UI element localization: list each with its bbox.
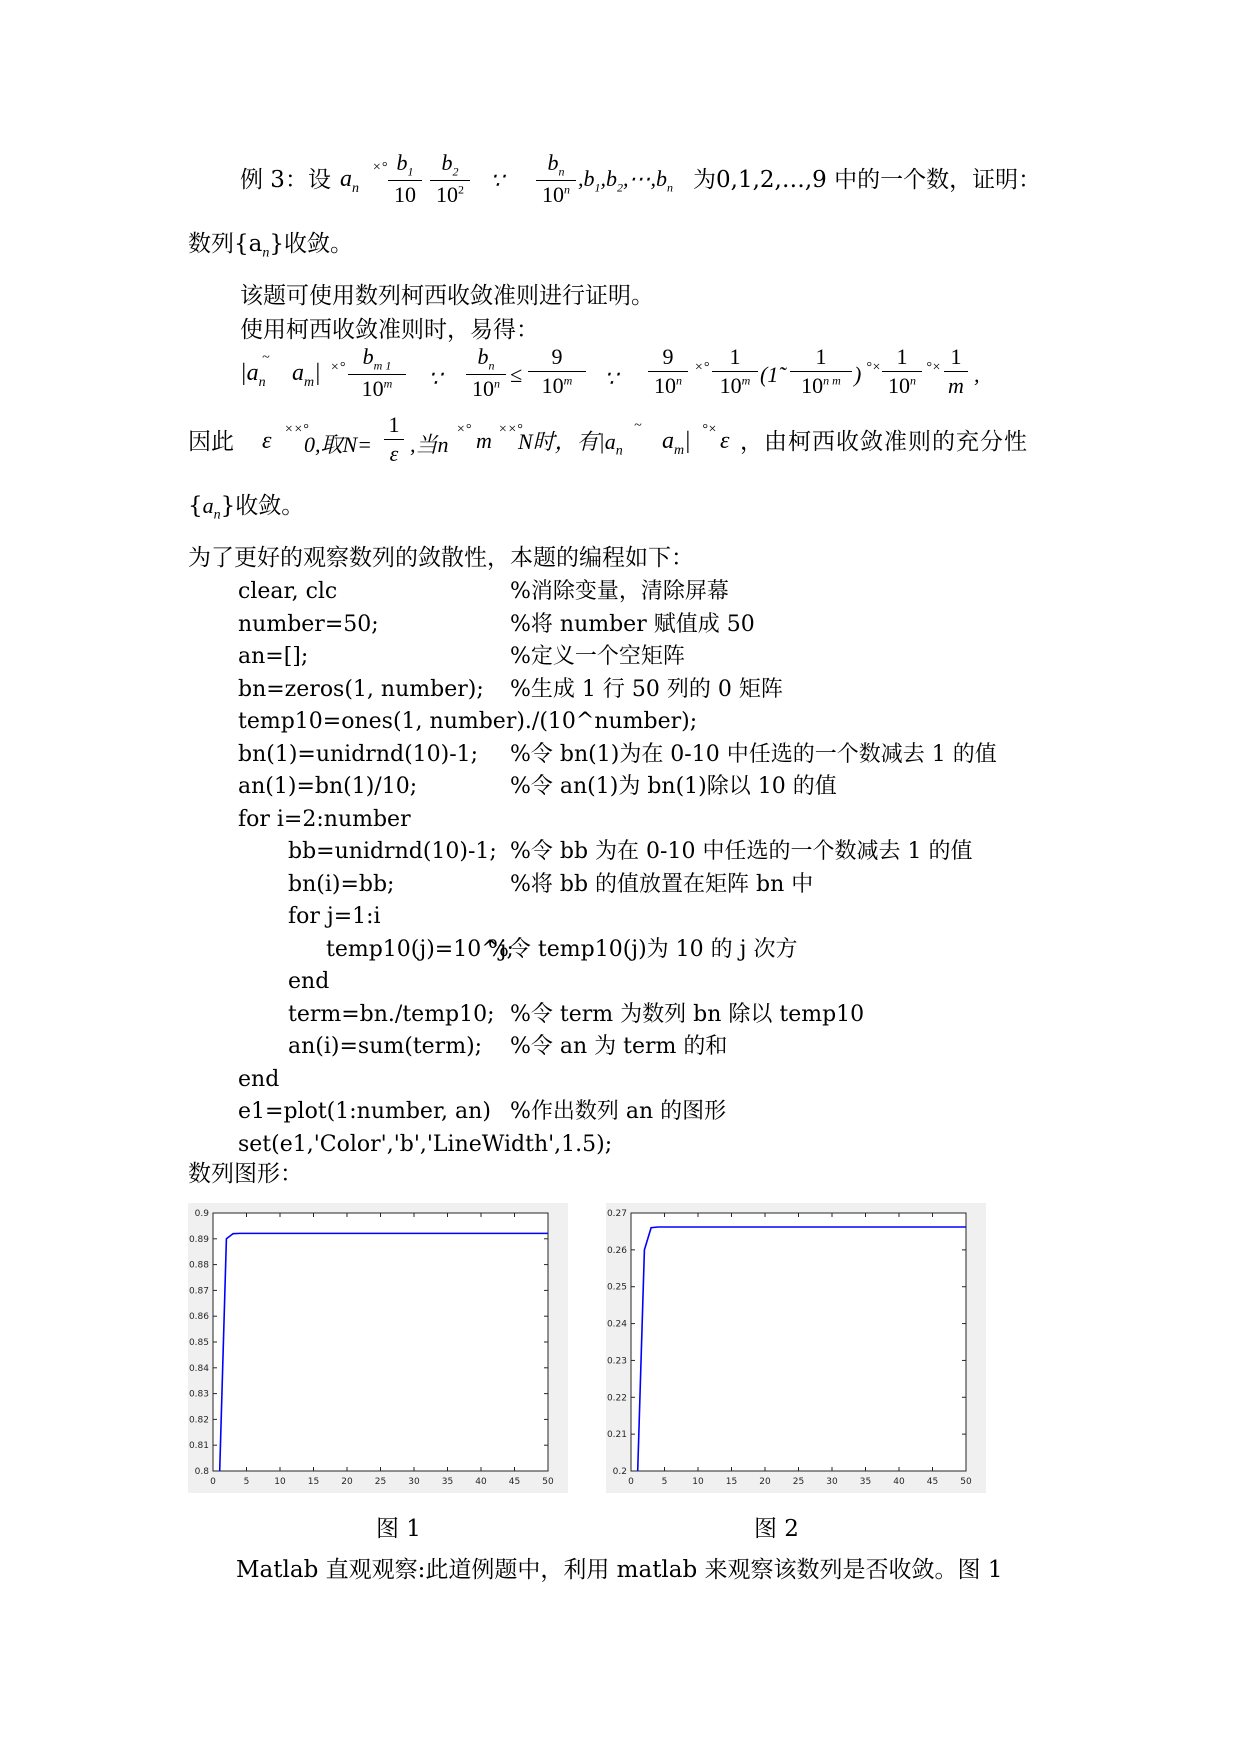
fraction-b1-10: $b_1$ 10 bbox=[388, 150, 422, 208]
code-text: clear, clc bbox=[238, 579, 338, 604]
y-tick-label: 0.88 bbox=[188, 1260, 209, 1271]
x-tick-label: 0 bbox=[210, 1477, 216, 1487]
formula-sym: ×° bbox=[372, 160, 388, 175]
ineq-frac6: 1 $10^{n m}$ bbox=[790, 344, 852, 399]
code-comment: %令 an 为 term 的和 bbox=[510, 1034, 728, 1059]
ineq-frac5: 1 10$^m$ bbox=[712, 344, 758, 399]
code-line bbox=[238, 773, 1098, 803]
ineq-le: ≤ bbox=[510, 362, 523, 387]
code-line bbox=[238, 1001, 1098, 1031]
code-comment: %令 an(1)为 bn(1)除以 10 的值 bbox=[510, 774, 837, 799]
code-line bbox=[238, 741, 1098, 771]
para-therefore-start: 因此 bbox=[188, 429, 234, 455]
para-cauchy-2: 使用柯西收敛准则时，易得： bbox=[240, 317, 539, 343]
x-tick-label: 20 bbox=[341, 1477, 353, 1487]
code-text: set(e1,'Color','b','LineWidth',1.5); bbox=[238, 1131, 613, 1157]
code-text: for i=2:number bbox=[238, 806, 411, 832]
y-tick-label: 0.83 bbox=[188, 1389, 209, 1400]
x-tick-label: 25 bbox=[792, 1477, 805, 1487]
chart-2 bbox=[606, 1203, 986, 1493]
ineq-comma: , bbox=[974, 362, 980, 387]
ineq-frac2: $b_n$ 10$^n$ bbox=[466, 344, 506, 402]
y-tick-label: 0.85 bbox=[188, 1338, 209, 1348]
code-comment: %令 term 为数列 bn 除以 temp10 bbox=[510, 1001, 865, 1027]
fraction-bn-10n: $b_n$ 10$^n$ bbox=[536, 150, 576, 208]
code-line bbox=[238, 871, 1098, 901]
therefore-when: ,当n bbox=[410, 432, 449, 457]
x-tick-label: 10 bbox=[692, 1477, 704, 1487]
code-text: bb=unidrnd(10)-1; bbox=[288, 839, 497, 864]
therefore-sym4: °× bbox=[702, 422, 718, 437]
therefore-tilde: ~ bbox=[634, 418, 642, 433]
therefore-sym3: ××° bbox=[498, 422, 523, 437]
therefore-am: $a_m|$ bbox=[662, 428, 691, 458]
para-cauchy-1: 该题可使用数列柯西收敛准则进行证明。 bbox=[240, 283, 654, 309]
code-line bbox=[238, 1033, 1098, 1063]
y-tick-label: 0.81 bbox=[188, 1441, 209, 1452]
ineq-frac1: $b_{m 1}$ 10$^m$ bbox=[348, 344, 406, 402]
ineq-frac3: 9 10$^m$ bbox=[528, 344, 586, 399]
code-text: end bbox=[238, 1066, 280, 1092]
y-tick-label: 0.26 bbox=[606, 1245, 627, 1256]
y-tick-label: 0.2 bbox=[612, 1467, 627, 1477]
formula-dots: ∵ bbox=[490, 168, 504, 193]
chart-1 bbox=[188, 1203, 568, 1493]
y-tick-label: 0.82 bbox=[188, 1415, 209, 1426]
code-comment: %令 bn(1)为在 0-10 中任选的一个数减去 1 的值 bbox=[510, 741, 997, 767]
y-tick-label: 0.21 bbox=[606, 1430, 627, 1441]
therefore-N: N时，有$|a_n$ bbox=[518, 429, 623, 459]
plot-area bbox=[631, 1213, 966, 1471]
code-line bbox=[238, 806, 1098, 836]
code-line bbox=[238, 611, 1098, 641]
y-tick-label: 0.9 bbox=[194, 1209, 209, 1219]
y-tick-label: 0.8 bbox=[194, 1467, 209, 1477]
fraction-b2-10sq: $b_2$ $10^2$ bbox=[430, 150, 470, 208]
code-line bbox=[238, 708, 1098, 738]
code-comment: %作出数列 an 的图形 bbox=[510, 1099, 727, 1124]
code-line bbox=[238, 643, 1098, 673]
code-text: term=bn./temp10; bbox=[288, 1001, 495, 1027]
y-tick-label: 0.25 bbox=[606, 1282, 627, 1293]
code-text: number=50; bbox=[238, 611, 379, 637]
ineq-paren: (1̃ bbox=[760, 362, 779, 387]
formula-an: $a_n$ bbox=[340, 166, 359, 196]
y-tick-label: 0.89 bbox=[188, 1234, 209, 1245]
ineq-abs: $|a_n$ bbox=[240, 360, 266, 390]
code-line bbox=[238, 578, 1098, 608]
x-tick-label: 25 bbox=[374, 1477, 387, 1487]
x-tick-label: 5 bbox=[243, 1477, 250, 1487]
code-text: an(i)=sum(term); bbox=[288, 1034, 483, 1059]
therefore-mid: 0,取N= bbox=[304, 432, 373, 457]
ineq-frac4: 9 10$^n$ bbox=[648, 344, 688, 399]
code-line bbox=[238, 1098, 1098, 1128]
code-text: bn(i)=bb; bbox=[288, 871, 395, 897]
code-comment: %消除变量，清除屏幕 bbox=[510, 579, 729, 604]
code-line bbox=[238, 838, 1098, 868]
code-text: end bbox=[288, 969, 330, 994]
x-tick-label: 50 bbox=[542, 1477, 554, 1487]
code-line bbox=[238, 1066, 1098, 1096]
x-tick-label: 15 bbox=[725, 1477, 738, 1487]
therefore-end: ，由柯西收敛准则的充分性 bbox=[740, 429, 1028, 455]
code-text: bn(1)=unidrnd(10)-1; bbox=[238, 741, 479, 767]
y-tick-label: 0.86 bbox=[188, 1312, 209, 1323]
code-text: temp10=ones(1, number)./(10^number); bbox=[238, 709, 698, 734]
code-text: an=[]; bbox=[238, 644, 309, 669]
x-tick-label: 15 bbox=[307, 1477, 320, 1487]
code-line bbox=[238, 903, 1098, 933]
example-line2: 数列$\{a_n\}$收敛。 bbox=[188, 231, 353, 261]
caption-figure-1: 图 1 bbox=[376, 1516, 421, 1542]
formula-b-seq: $,b_1,b_2,\cdots,b_n$ bbox=[578, 166, 673, 195]
x-tick-label: 45 bbox=[508, 1477, 521, 1487]
code-line bbox=[238, 676, 1098, 706]
example-tail: 为0,1,2,…,9 中的一个数，证明： bbox=[693, 167, 1042, 193]
y-tick-label: 0.87 bbox=[188, 1286, 209, 1297]
figures-label: 数列图形： bbox=[188, 1161, 303, 1187]
code-text: an(1)=bn(1)/10; bbox=[238, 774, 418, 799]
x-tick-label: 50 bbox=[960, 1477, 972, 1487]
code-text: for j=1:i bbox=[288, 904, 381, 929]
code-line bbox=[238, 1131, 1098, 1161]
x-tick-label: 40 bbox=[475, 1477, 487, 1487]
therefore-sym1: ××° bbox=[284, 422, 309, 437]
code-text: temp10(j)=10^j; bbox=[326, 936, 514, 962]
x-tick-label: 40 bbox=[893, 1477, 905, 1487]
x-tick-label: 35 bbox=[859, 1477, 872, 1487]
code-comment: %定义一个空矩阵 bbox=[510, 644, 685, 669]
therefore-eps: ε bbox=[720, 428, 730, 454]
x-tick-label: 20 bbox=[759, 1477, 771, 1487]
therefore-sym2: ×° bbox=[456, 422, 472, 437]
ineq-tilde: ~ bbox=[262, 350, 270, 365]
ineq-am: $a_m|$ bbox=[292, 360, 321, 390]
ineq-close: ) bbox=[854, 362, 862, 387]
y-tick-label: 0.24 bbox=[606, 1319, 627, 1330]
ineq-frac8: 1 m bbox=[944, 344, 968, 399]
x-tick-label: 30 bbox=[408, 1477, 420, 1487]
code-intro: 为了更好的观察数列的敛散性，本题的编程如下： bbox=[188, 545, 694, 571]
y-tick-label: 0.84 bbox=[188, 1363, 209, 1374]
ineq-dots2: ∵ bbox=[604, 366, 618, 391]
ineq-sym4: °× bbox=[926, 360, 942, 375]
code-comment: %令 bb 为在 0-10 中任选的一个数减去 1 的值 bbox=[510, 839, 973, 864]
epsilon-sym: ε bbox=[262, 428, 272, 454]
caption-figure-2: 图 2 bbox=[754, 1516, 799, 1542]
ineq-frac7: 1 10$^n$ bbox=[882, 344, 922, 399]
example-label: 例 3：设 bbox=[240, 167, 331, 193]
x-tick-label: 45 bbox=[926, 1477, 939, 1487]
code-text: bn=zeros(1, number); bbox=[238, 676, 484, 702]
x-tick-label: 10 bbox=[274, 1477, 286, 1487]
x-tick-label: 5 bbox=[661, 1477, 668, 1487]
para-converge: $\{a_n\}$收敛。 bbox=[188, 493, 305, 523]
code-comment: %将 bb 的值放置在矩阵 bn 中 bbox=[510, 871, 814, 897]
ineq-dots1: ∵ bbox=[428, 366, 442, 391]
x-tick-label: 30 bbox=[826, 1477, 838, 1487]
code-line bbox=[238, 936, 1098, 966]
y-tick-label: 0.23 bbox=[606, 1356, 627, 1367]
code-text: e1=plot(1:number, an) bbox=[238, 1099, 491, 1124]
chart-2-svg bbox=[606, 1203, 986, 1493]
chart-1-svg bbox=[188, 1203, 568, 1493]
plot-area bbox=[213, 1213, 548, 1471]
code-comment: %令 temp10(j)为 10 的 j 次方 bbox=[488, 936, 798, 962]
x-tick-label: 35 bbox=[441, 1477, 454, 1487]
closing-paragraph: Matlab 直观观察:此道例题中，利用 matlab 来观察该数列是否收敛。图 1 bbox=[236, 1557, 1003, 1583]
code-line bbox=[238, 968, 1098, 998]
fraction-1-eps: 1 ε bbox=[384, 412, 404, 467]
code-comment: %生成 1 行 50 列的 0 矩阵 bbox=[510, 676, 783, 702]
code-comment: %将 number 赋值成 50 bbox=[510, 611, 755, 637]
therefore-m: m bbox=[476, 428, 492, 453]
ineq-sym1: ×° bbox=[330, 360, 346, 375]
x-tick-label: 0 bbox=[628, 1477, 634, 1487]
ineq-sym2: ×° bbox=[694, 360, 710, 375]
y-tick-label: 0.22 bbox=[606, 1393, 627, 1404]
y-tick-label: 0.27 bbox=[606, 1209, 627, 1219]
ineq-sym3: °× bbox=[866, 360, 882, 375]
